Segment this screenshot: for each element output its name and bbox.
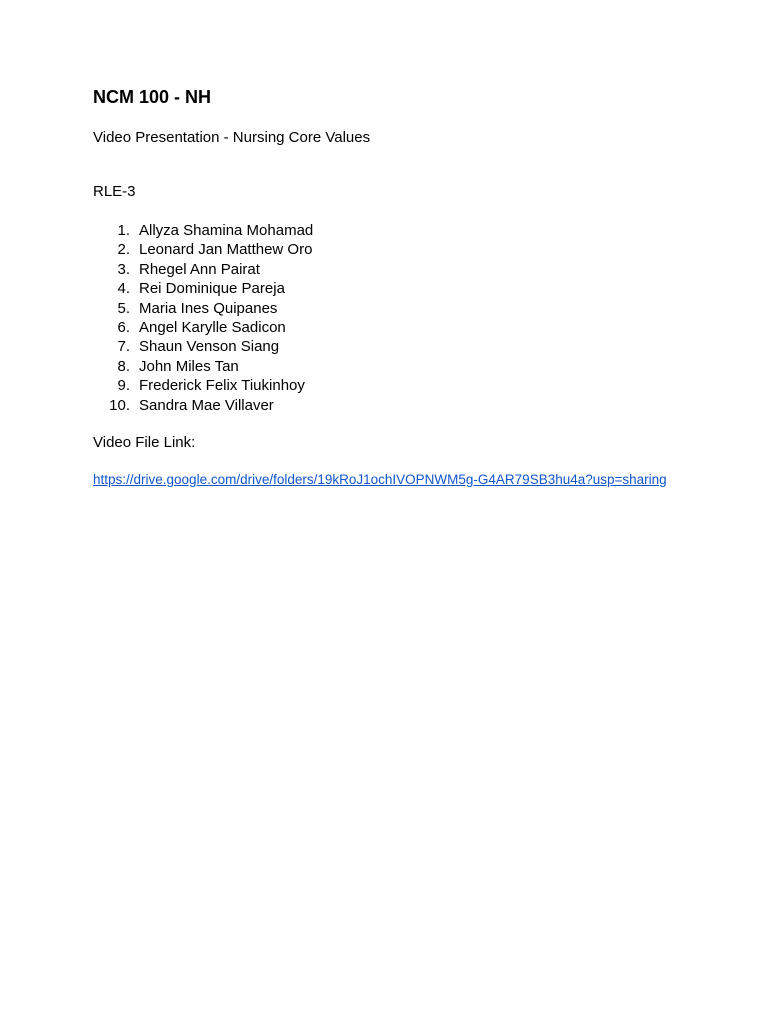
document-subtitle: Video Presentation - Nursing Core Values xyxy=(93,129,371,146)
group-label: RLE-3 xyxy=(93,183,136,200)
list-number: 3. xyxy=(117,260,130,278)
member-name: Leonard Jan Matthew Oro xyxy=(139,241,313,259)
list-number: 7. xyxy=(117,338,130,356)
list-number: 2. xyxy=(117,241,130,259)
video-file-link[interactable]: https://drive.google.com/drive/folders/19kRoJ1ochIVOPNWM5g-G4AR79SB3hu4a?usp=sharing xyxy=(93,472,667,487)
list-number: 4. xyxy=(117,280,130,298)
member-name: Rhegel Ann Pairat xyxy=(139,260,260,278)
list-number: 1. xyxy=(117,222,130,239)
member-name: Sandra Mae Villaver xyxy=(139,396,274,414)
member-name: Frederick Felix Tiukinhoy xyxy=(139,377,305,395)
member-name: John Miles Tan xyxy=(139,357,239,375)
member-name: Angel Karylle Sadicon xyxy=(139,318,286,336)
list-number: 9. xyxy=(117,377,130,395)
member-name: Allyza Shamina Mohamad xyxy=(139,222,314,239)
member-name: Rei Dominique Pareja xyxy=(139,280,285,298)
list-number: 8. xyxy=(117,357,130,375)
video-link-label: Video File Link: xyxy=(93,434,196,451)
member-name: Shaun Venson Siang xyxy=(139,338,280,356)
list-number: 6. xyxy=(117,318,130,336)
member-name: Maria Ines Quipanes xyxy=(139,299,278,317)
list-number: 5. xyxy=(117,299,130,317)
document-title: NCM 100 - NH xyxy=(93,87,212,107)
list-number: 10. xyxy=(109,396,130,414)
